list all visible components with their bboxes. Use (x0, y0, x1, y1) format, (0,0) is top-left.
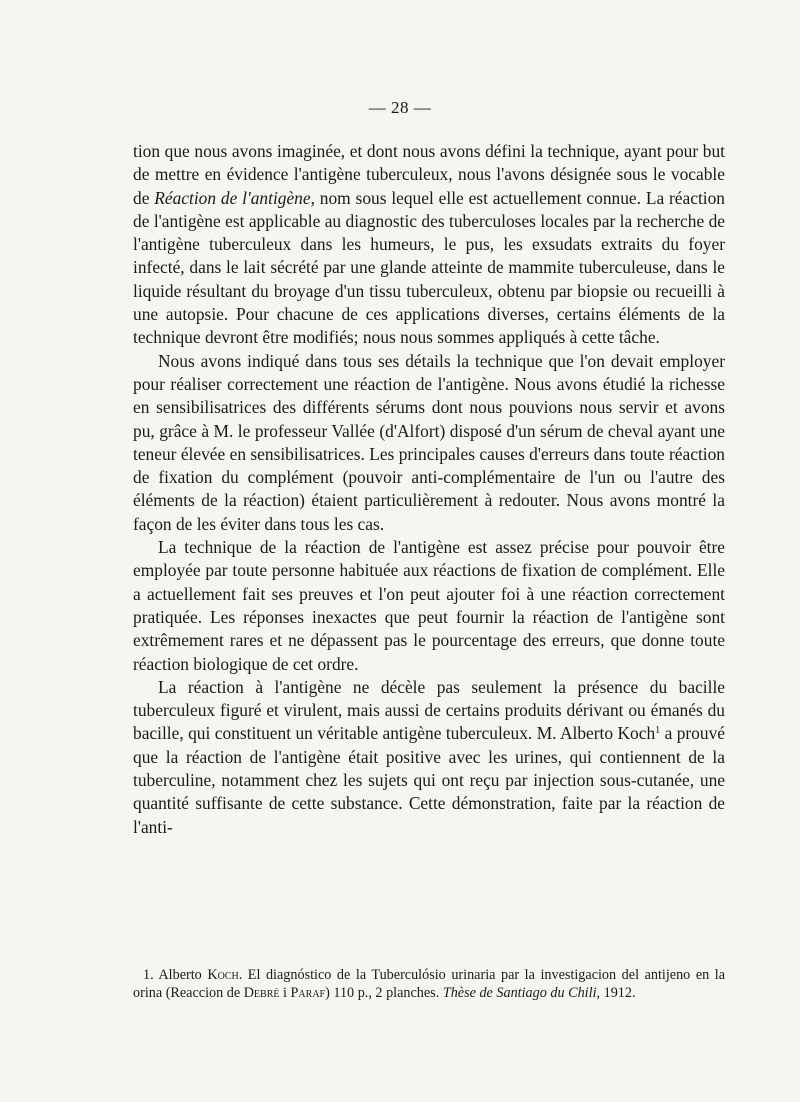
body-text (133, 140, 725, 839)
footnote-name-paraf: Paraf (290, 985, 326, 1001)
paragraph-3: La technique de la réaction de l'antigène est assez précise pour pouvoir être employée par toute personne habituée aux réactions de fixation de complément. Elle a actuellement fait ses preuves et l'on peut ajouter foi à une réaction correctement pratiquée. Les réponses inexactes que peut fournir la réaction de l'antigène sont extrêmement rares et ne dépassent pas le pourcentage des erreurs, que donne toute réaction biologique de cet ordre. (133, 537, 725, 674)
footnote-name-debre: Debré (243, 985, 280, 1001)
page-number: — 28 — (368, 98, 432, 117)
footnote-text (133, 966, 725, 1002)
footnote-conjunction: i (279, 985, 291, 1001)
footnote-author-first: Alberto (158, 967, 208, 983)
paragraph-4-text-a: La réaction à l'antigène ne décèle pas seulement la présence du bacille tuberculeux figuré et virulent, mais aussi de certains produits dérivant ou émanés du bacille, qui constituent un véritable antigène tuberculeux. (133, 676, 725, 744)
paragraph-1-text-b: , nom sous lequel elle est actuellement connue. La réaction de l'antigène est applicable au diagnostic des tuberculoses locales par la recherche de l'antigène tuberculeux dans les humeurs, le pus, les exsudats extraits du foyer infecté, dans le lait sécrété par une glande atteinte de mammite tuberculeuse, dans le liquide résultant du broyage d'un tissu tuberculeux, obtenu par biopsie ou recueilli à une autopsie. Pour chacune de ces applications diverses, certains éléments de la technique devront être modifiés; nous nous sommes appliqués à cette tâche. (133, 187, 726, 348)
paragraph-4-author: M. Alberto Koch (536, 723, 656, 744)
paragraph-4 (133, 676, 725, 839)
footnote (133, 966, 725, 1002)
paragraph-4-text-b: a prouvé que la réaction de l'antigène était positive avec les urines, qui contiennent de la tuberculine, notamment chez les sujets qui ont reçu par injection sous-cutanée, une quantité suffisante de cette substance. Cette démonstration, faite par la réaction de l'anti- (133, 723, 725, 837)
paragraph-1 (133, 140, 725, 350)
footnote-author-last: Koch (207, 967, 239, 983)
reaction-name-emphasis: Réaction de l'antigène (154, 187, 311, 208)
paragraph-2: Nous avons indiqué dans tous ses détails la technique que l'on devait employer pour réaliser correctement une réaction de l'antigène. Nous avons étudié la richesse en sensibilisatrices des différents sérums dont nous pouvions nous servir et avons pu, grâce à M. le professeur Vallée (d'Alfort) disposé d'un sérum de cheval ayant une teneur élevée en sensibilisatrices. Les principales causes d'erreurs dans toute réaction de fixation du complément (pouvoir anti-complémentaire de l'un ou l'autre des éléments de la réaction) étaient particulièrement à redouter. Nous avons montré la façon de les éviter dans tous les cas. (133, 350, 725, 534)
footnote-pages: ) 110 p., 2 planches. (325, 985, 443, 1001)
footnote-reference: 1 (655, 725, 661, 737)
footnote-number: 1. (143, 967, 159, 983)
footnote-title: . El diagnóstico de la Tuberculósio urinaria par la investigacion del antijeno en la orina (Reaccion de (133, 967, 726, 1001)
paragraph-1-text-a: tion que nous avons imaginée, et dont nous avons défini la technique, ayant pour but de mettre en évidence l'antigène tuberculeux, nous l'avons désignée sous le vocable de (133, 141, 725, 208)
footnote-year: , 1912. (596, 985, 636, 1001)
footnote-thesis: Thèse de Santiago du Chili (442, 985, 597, 1001)
